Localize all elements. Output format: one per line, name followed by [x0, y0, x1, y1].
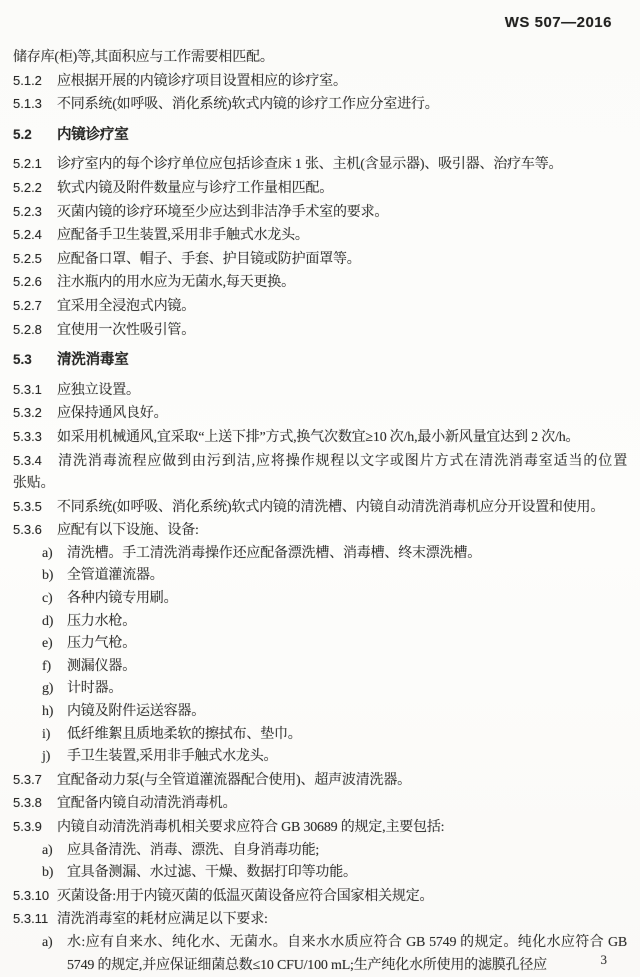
- clause-number: 5.2.4: [13, 227, 42, 243]
- clause-5-3-1: [13, 379, 627, 403]
- list-marker: f): [42, 658, 51, 674]
- list-item-i: [13, 724, 627, 747]
- clause-text: 诊疗室内的每个诊疗单位应包括诊查床 1 张、主机(含显示器)、吸引器、治疗车等。: [57, 157, 563, 173]
- list-marker: b): [42, 568, 54, 584]
- clause-text: 如采用机械通风,宜采取“上送下排”方式,换气次数宜≥10 次/h,最小新风量宜达到 2 次/h。: [57, 429, 580, 445]
- clause-number: 5.3.4: [13, 452, 42, 468]
- list-item-text: 压力气枪。: [67, 636, 136, 652]
- clause-number: 5.3.7: [13, 771, 42, 787]
- clause-5-3-11: [13, 908, 627, 932]
- list-item-h: [13, 701, 627, 724]
- clause-text: 应配备口罩、帽子、手套、护目镜或防护面罩等。: [57, 251, 361, 267]
- clause-5-3-9: [13, 816, 627, 840]
- page-number: 3: [600, 952, 607, 967]
- list-item-j: [13, 746, 627, 769]
- clause-5-2-5: [13, 248, 627, 272]
- page-header: [13, 14, 627, 34]
- paragraph-continuation: 张贴。: [13, 476, 55, 492]
- clause-text: 宜配备内镜自动清洗消毒机。: [57, 796, 237, 812]
- list-item-text: 各种内镜专用刷。: [67, 591, 178, 607]
- clause-5-3-2: [13, 402, 627, 426]
- clause-5-2-3: [13, 201, 627, 225]
- list-item-d: [13, 611, 627, 634]
- clause-5-3-8: [13, 792, 627, 816]
- clause-5-2-7: [13, 295, 627, 319]
- document-body: [13, 47, 627, 977]
- list-marker: c): [42, 591, 53, 607]
- list-item-a: [13, 932, 627, 977]
- list-item-b: [13, 565, 627, 588]
- clause-number: 5.3.11: [13, 911, 49, 927]
- clause-number: 5.3.3: [13, 428, 42, 444]
- clause-number: 5.2.6: [13, 274, 42, 290]
- list-item-text: 水:应有自来水、纯化水、无菌水。自来水水质应符合 GB 5749 的规定。纯化水应符合 GB 5749 的规定,并应保证细菌总数≤10 CFU/100 mL;生产纯化水所使用的滤膜孔径应: [67, 934, 627, 973]
- clause-5-2-8: [13, 319, 627, 343]
- clause-text: 应保持通风良好。: [57, 406, 168, 422]
- list-item-b: [13, 862, 627, 885]
- clause-text: 宜采用全浸泡式内镜。: [57, 298, 195, 314]
- clause-number: 5.3.9: [13, 819, 42, 834]
- clause-number: 5.2.5: [13, 250, 42, 266]
- list-item-f: [13, 656, 627, 679]
- list-item-a: [13, 543, 627, 566]
- clause-number: 5.3.2: [13, 405, 42, 421]
- list-marker: d): [42, 613, 54, 629]
- clause-text: 应配有以下设施、设备:: [57, 523, 199, 539]
- clause-text: 宜使用一次性吸引管。: [57, 322, 195, 338]
- list-item-text: 宜具备测漏、水过滤、干燥、数据打印等功能。: [67, 865, 357, 881]
- clause-5-2-4: [13, 224, 627, 248]
- list-marker: e): [42, 636, 53, 652]
- clause-number: 5.3.6: [13, 522, 42, 538]
- list-item-c: [13, 588, 627, 611]
- clause-5-2-2: [13, 177, 627, 201]
- clause-text: 宜配备动力泵(与全管道灌流器配合使用)、超声波清洗器。: [57, 772, 411, 788]
- list-marker: j): [42, 749, 51, 765]
- clause-5-3-5: [13, 496, 627, 520]
- paragraph-continuation: 储存库(柜)等,其面积应与工作需要相匹配。: [13, 50, 274, 65]
- standard-number: WS 507—2016: [504, 14, 612, 31]
- list-item-a: [13, 840, 627, 863]
- clause-number: 5.3.5: [13, 498, 42, 514]
- clause-text: 软式内镜及附件数量应与诊疗工作量相匹配。: [57, 180, 333, 196]
- section-number: 5.2: [13, 126, 32, 142]
- clause-number: 5.1.3: [13, 96, 42, 112]
- list-item-text: 测漏仪器。: [67, 658, 136, 674]
- clause-5-2-1: [13, 153, 627, 177]
- clause-5-3-6: [13, 519, 627, 543]
- clause-number: 5.3.8: [13, 795, 42, 811]
- clause-text: 灭菌设备:用于内镜灭菌的低温灭菌设备应符合国家相关规定。: [57, 888, 434, 904]
- clause-text: 应独立设置。: [57, 382, 140, 398]
- section-title: 清洗消毒室: [57, 352, 129, 369]
- clause-text: 清洗消毒室的耗材应满足以下要求:: [57, 912, 268, 928]
- clause-5-3-3: [13, 426, 627, 450]
- clause-text: 注水瓶内的用水应为无菌水,每天更换。: [57, 275, 295, 291]
- list-item-text: 压力水枪。: [67, 613, 136, 629]
- clause-number: 5.2.1: [13, 156, 42, 172]
- list-marker: i): [42, 726, 51, 742]
- section-heading-5-2: [13, 124, 627, 147]
- list-item-g: [13, 678, 627, 701]
- list-item-text: 清洗槽。手工清洗消毒操作还应配备漂洗槽、消毒槽、终末漂洗槽。: [67, 545, 481, 561]
- clause-5-3-4: [13, 450, 627, 474]
- list-marker: g): [42, 681, 54, 697]
- clause-5-3-10: [13, 885, 627, 909]
- clause-number: 5.3.1: [13, 381, 42, 397]
- clause-text: 灭菌内镜的诊疗环境至少应达到非洁净手术室的要求。: [57, 204, 389, 220]
- list-item-text: 计时器。: [67, 681, 123, 697]
- section-number: 5.3: [13, 352, 32, 368]
- clause-text: 清洗消毒流程应做到由污到洁,应将操作规程以文字或图片方式在清洗消毒室适当的位置: [57, 453, 627, 469]
- section-heading-5-3: [13, 349, 627, 372]
- clause-text: 应配备手卫生装置,采用非手触式水龙头。: [57, 228, 309, 244]
- clause-text: 不同系统(如呼吸、消化系统)软式内镜的清洗槽、内镜自动清洗消毒机应分开设置和使用。: [57, 499, 605, 515]
- list-item-text: 全管道灌流器。: [67, 568, 164, 584]
- list-item-text: 内镜及附件运送容器。: [67, 704, 205, 720]
- list-marker: b): [42, 865, 54, 881]
- clause-number: 5.2.3: [13, 203, 42, 219]
- clause-5-2-6: [13, 271, 627, 295]
- clause-number: 5.1.2: [13, 72, 42, 88]
- clause-number: 5.2.8: [13, 321, 42, 337]
- clause-number: 5.2.2: [13, 179, 42, 195]
- clause-text: 内镜自动清洗消毒机相关要求应符合 GB 30689 的规定,主要包括:: [57, 820, 445, 835]
- list-item-text: 应具备清洗、消毒、漂洗、自身消毒功能;: [67, 842, 320, 858]
- list-marker: a): [42, 545, 53, 561]
- list-marker: a): [42, 842, 53, 858]
- clause-text: 不同系统(如呼吸、消化系统)软式内镜的诊疗工作应分室进行。: [57, 97, 439, 113]
- section-title: 内镜诊疗室: [57, 126, 129, 143]
- clause-5-3-7: [13, 769, 627, 793]
- list-marker: h): [42, 704, 54, 720]
- clause-5-1-2: [13, 70, 627, 94]
- list-item-e: [13, 633, 627, 656]
- clause-number: 5.3.10: [13, 887, 50, 903]
- clause-5-1-3: [13, 93, 627, 117]
- list-item-text: 手卫生装置,采用非手触式水龙头。: [67, 749, 278, 765]
- list-marker: a): [42, 934, 53, 950]
- clause-text: 应根据开展的内镜诊疗项目设置相应的诊疗室。: [57, 73, 347, 89]
- clause-number: 5.2.7: [13, 297, 42, 313]
- list-item-text: 低纤维絮且质地柔软的擦拭布、垫巾。: [67, 726, 302, 742]
